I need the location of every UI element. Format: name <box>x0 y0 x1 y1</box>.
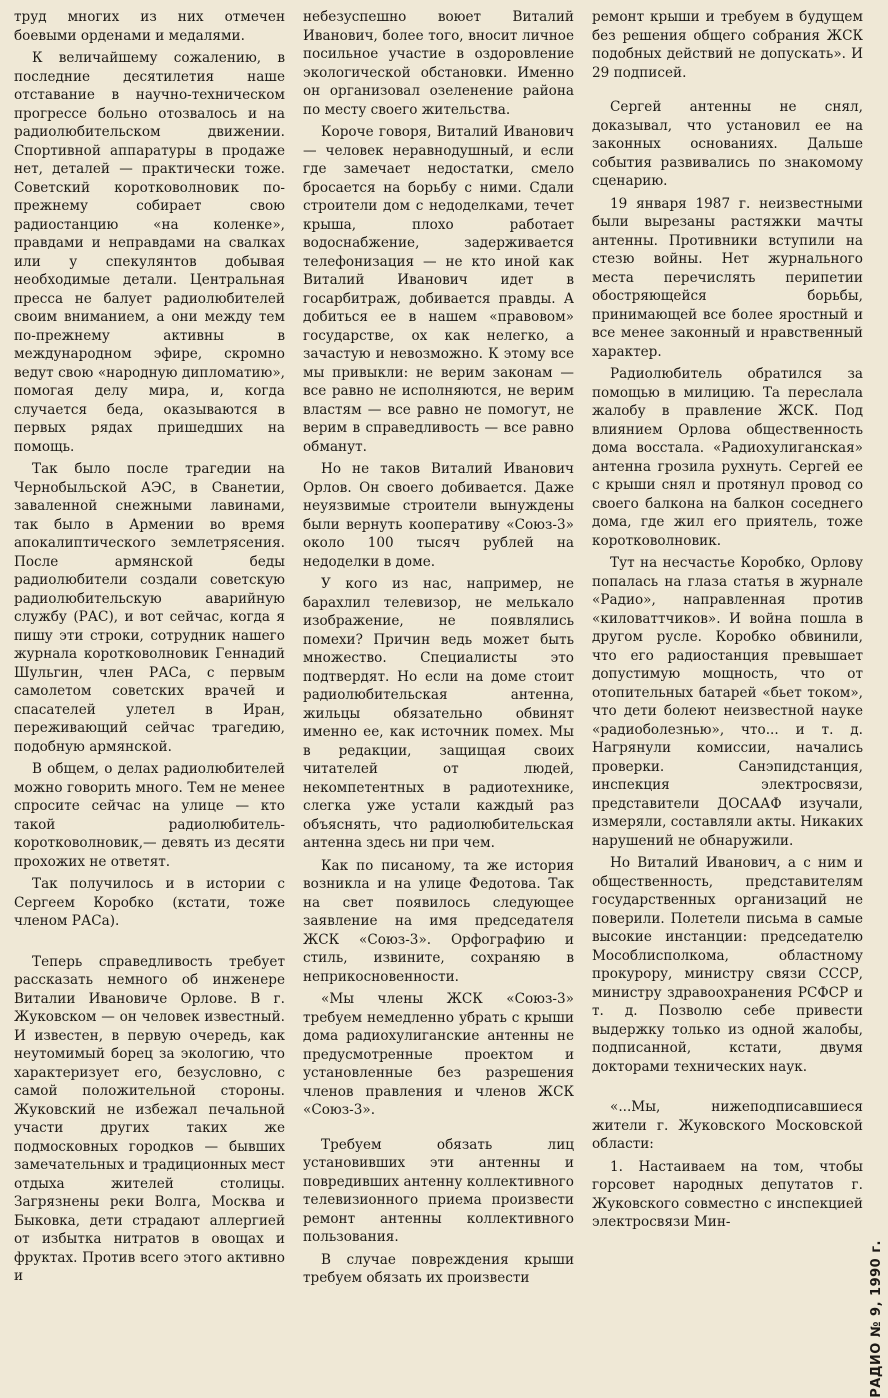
text-column-3 <box>592 8 863 1270</box>
paragraph: Радиолюбитель обратился за помощью в милицию. Та переслала жалобу в правление ЖСК. Под влиянием Орлова общественность дома восстала. «Радиохулиганская» антенна грозила рухнуть. Сергей ее с крыши снял и протянул провод со своего балкона на балкон соседнего дома, где жил его приятель, тоже коротковолновик. <box>592 366 863 549</box>
text-column-2 <box>303 8 574 1286</box>
article-page <box>14 8 864 1286</box>
paragraph: труд многих из них отмечен боевыми орденами и медалями. <box>14 9 285 44</box>
paragraph: 19 января 1987 г. неизвестными были вырезаны растяжки мачты антенны. Противники вступили на стезю войны. Нет журнального места перечислять перипетии обостряющейся борьбы, принимающей все более яростный и все менее законный и нравственный характер. <box>592 195 863 360</box>
paragraph: Тут на несчастье Коробко, Орлову попалась на глаза статья в журнале «Радио», направленная против «киловаттчиков». И война пошла в другом русле. Коробко обвинили, что его радиостанция превышает допустимую мощность, что от отопительных батарей «бьет током», что дети болеют неизвестной науке «радиоболезнью», что... и т. д. Нагрянули комиссии, начались проверки. Санэпидстанция, инспекция электросвязи, представители ДОСААФ изучали, измеряли, составляли акты. Никаких нарушений не обнаружили. <box>592 555 863 849</box>
paragraph: Как по писаному, та же история возникла и на улице Федотова. Так на свет появилось следующее заявление на имя председателя ЖСК «Союз-3». Орфографию и стиль, извините, сохраняю в неприкосновенности. <box>303 857 574 985</box>
paragraph: Но не таков Виталий Иванович Орлов. Он своего добивается. Даже неуязвимые строители вынуждены были вернуть кооперативу «Союз-3» около 100 тысяч рублей на недоделки в доме. <box>303 461 574 570</box>
paragraph: ремонт крыши и требуем в будущем без решения общего собрания ЖСК подобных действий не допускать». И 29 подписей. <box>592 9 863 81</box>
paragraph: Сергей антенны не снял, доказывал, что установил ее на законных основаниях. Дальше события развивались по знакомому сценарию. <box>592 99 863 189</box>
paragraph: Короче говоря, Виталий Иванович — человек неравнодушный, и если где замечает недостатки, смело бросается на борьбу с ними. Сдали строители дом с недоделками, течет крыша, плохо работает водоснабжение, задерживается телефонизация — не кто иной как Виталий Иванович идет в госарбитраж, добивается правды. А добиться ее в нашем «правовом» государстве, ох как нелегко, а зачастую и невозможно. К этому все мы привыкли: не верим законам — все равно не исполняются, не верим властям — все равно не помогут, не верим в справедливость — все равно обманут. <box>303 124 574 455</box>
paragraph: Теперь справедливость требует рассказать немного об инженере Виталии Ивановиче Орлове. В г. Жуковском — он человек известный. И известен, в первую очередь, как неутомимый борец за экологию, что характеризует его, безусловно, с самой положительной стороны. Жуковский не избежал печальной участи других таких же подмосковных городков — бывших замечательных и традиционных мест отдыха жителей столицы. Загрязнены реки Волга, Москва и Быковка, дети страдают аллергией от избытка нитратов в овощах и фруктах. Против всего этого активно и <box>14 953 285 1284</box>
paragraph: У кого из нас, например, не барахлил телевизор, не мелькало изображение, не появлялись помехи? Причин ведь может быть множество. Специалисты это подтвердят. Но если на доме стоит радиолюбительская антенна, жильцы обязательно обвинят именно ее, как источник помех. Мы в редакции, защищая своих читателей от людей, некомпетентных в радиотехнике, слегка уже устали каждый раз объяснять, что радиолюбительская антенна здесь ни при чем. <box>303 576 574 851</box>
paragraph: Так было после трагедии на Чернобыльской АЭС, в Сванетии, заваленной снежными лавинами, так было в Армении во время апокалиптического землетрясения. После армянской беды радиолюбители создали советскую радиолюбительскую аварийную службу (РАС), и вот сейчас, когда я пишу эти строки, сотрудник нашего журнала коротковолновик Геннадий Шульгин, член РАСа, с первым самолетом советских врачей и спасателей улетел в Иран, переживающий сейчас трагедию, подобную армянской. <box>14 461 285 755</box>
paragraph: В общем, о делах радиолюбителей можно говорить много. Тем не менее спросите сейчас на улице — кто такой радиолюбитель-коротковолновик,— девять из десяти прохожих не ответят. <box>14 761 285 870</box>
paragraph: Так получилось и в истории с Сергеем Коробко (кстати, тоже членом РАСа). <box>14 876 285 929</box>
paragraph: «Мы члены ЖСК «Союз-3» требуем немедленно убрать с крыши дома радиохулиганские антенны не предусмотренные проектом и установленные без разрешения членов правления и членов ЖСК «Союз-3». <box>303 991 574 1118</box>
paragraph: В случае повреждения крыши требуем обязать их произвести <box>303 1251 574 1286</box>
paragraph: Но Виталий Иванович, а с ним и общественность, представителям государственных организаций не поверили. Полетели письма в самые высокие инстанции: председателю Мособлисполкома, областному прокурору, министру связи СССР, министру здравоохранения РСФСР и т. д. Позволю себе привести выдержку только из одной жалобы, подписанной, кстати, двумя докторами технических наук. <box>592 855 863 1075</box>
running-head: РАДИО № 9, 1990 г. <box>869 1240 884 1398</box>
text-column-1 <box>14 8 285 1284</box>
paragraph: небезуспешно воюет Виталий Иванович, более того, вносит личное посильное участие в оздоровление экологической обстановки. Именно он организовал озеленение района по месту своего жительства. <box>303 9 574 118</box>
paragraph: К величайшему сожалению, в последние десятилетия наше отставание в научно-техническом прогрессе больно отозвалось и на радиолюбительском движении. Спортивной аппаратуры в продаже нет, деталей — практически тоже. Советский коротковолновик по-прежнему собирает свою радиостанцию «на коленке», правдами и неправдами на свалках или у спекулянтов добывая необходимые детали. Центральная пресса не балует радиолюбителей своим вниманием, а они между тем по-прежнему активны в международном эфире, скромно ведут свою «народную дипломатию», помогая делу мира, и, когда случается беда, оказываются в первых рядах пришедших на помощь. <box>14 50 285 455</box>
paragraph: 1. Настаиваем на том, чтобы горсовет народных депутатов г. Жуковского совместно с инспекцией электросвязи Мин- <box>592 1158 863 1230</box>
paragraph: «...Мы, нижеподписавшиеся жители г. Жуковского Московской области: <box>592 1099 863 1152</box>
paragraph: Требуем обязать лиц установивших эти антенны и повредивших антенну коллективного телевизионного приема произвести ремонт антенны коллективного пользования. <box>303 1136 574 1245</box>
